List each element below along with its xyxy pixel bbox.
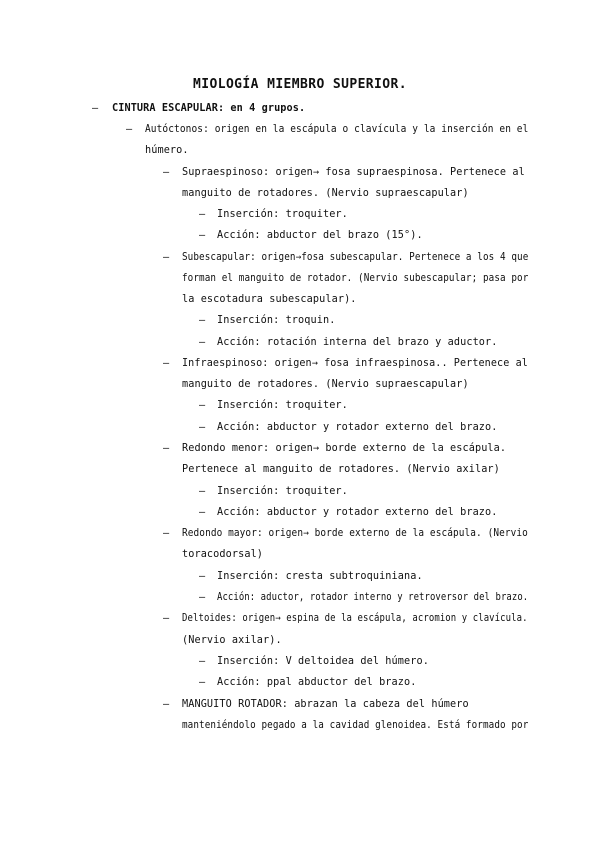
document-title: MIOLOGÍA MIEMBRO SUPERIOR. (193, 77, 407, 92)
bullet-dash: – (163, 358, 170, 369)
text-line: Subescapular: origen→fosa subescapular. Pertenece a los 4 que (182, 252, 529, 263)
text-line: Supraespinoso: origen→ fosa supraespinosa. Pertenece al (182, 167, 525, 178)
text-line: Inserción: troquin. (217, 315, 336, 326)
bullet-dash: – (163, 252, 170, 263)
bullet-dash: – (163, 443, 170, 454)
bullet-dash: – (199, 656, 206, 667)
text-line: Acción: rotación interna del brazo y aductor. (217, 337, 498, 348)
bullet-dash: – (163, 613, 170, 624)
text-line: Inserción: troquiter. (217, 400, 348, 411)
bullet-dash: – (126, 124, 133, 135)
text-line: forman el manguito de rotador. (Nervio subescapular; pasa por (182, 273, 529, 284)
text-line: (Nervio axilar). (182, 635, 282, 646)
text-line: manteniéndolo pegado a la cavidad glenoidea. Está formado por (182, 720, 529, 731)
text-line: Redondo mayor: origen→ borde externo de la escápula. (Nervio (182, 528, 528, 539)
text-line: Inserción: troquiter. (217, 486, 348, 497)
bullet-dash: – (163, 528, 170, 539)
bullet-dash: – (199, 337, 206, 348)
text-line: Acción: abductor del brazo (15°). (217, 230, 423, 241)
bullet-dash: – (199, 507, 206, 518)
text-line: Autóctonos: origen en la escápula o clavícula y la inserción en el (145, 124, 529, 135)
bullet-dash: – (199, 209, 206, 220)
text-line: CINTURA ESCAPULAR: en 4 grupos. (112, 103, 306, 114)
text-line: Acción: abductor y rotador externo del brazo. (217, 422, 498, 433)
text-line: Infraespinoso: origen→ fosa infraespinosa.. Pertenece al (182, 358, 528, 369)
bullet-dash: – (199, 677, 206, 688)
bullet-dash: – (199, 422, 206, 433)
bullet-dash: – (199, 315, 206, 326)
text-line: húmero. (145, 145, 189, 156)
text-line: Acción: ppal abductor del brazo. (217, 677, 417, 688)
text-line: Inserción: V deltoidea del húmero. (217, 656, 429, 667)
bullet-dash: – (163, 699, 170, 710)
text-line: Acción: aductor, rotador interno y retroversor del brazo. (217, 592, 529, 603)
bullet-dash: – (199, 400, 206, 411)
text-line: MANGUITO ROTADOR: abrazan la cabeza del húmero (182, 699, 469, 710)
text-line: Redondo menor: origen→ borde externo de la escápula. (182, 443, 507, 454)
text-line: la escotadura subescapular). (182, 294, 357, 305)
text-line: Deltoides: origen→ espina de la escápula, acromion y clavícula. (182, 613, 528, 624)
bullet-dash: – (199, 486, 206, 497)
text-line: manguito de rotadores. (Nervio supraescapular) (182, 379, 469, 390)
bullet-dash: – (163, 167, 170, 178)
bullet-dash: – (199, 230, 206, 241)
text-line: Inserción: troquiter. (217, 209, 348, 220)
bullet-dash: – (199, 571, 206, 582)
text-line: Inserción: cresta subtroquiniana. (217, 571, 423, 582)
bullet-dash: – (199, 592, 206, 603)
text-line: manguito de rotadores. (Nervio supraescapular) (182, 188, 469, 199)
text-line: toracodorsal) (182, 549, 264, 560)
bullet-dash: – (92, 103, 99, 114)
text-line: Acción: abductor y rotador externo del brazo. (217, 507, 498, 518)
text-line: Pertenece al manguito de rotadores. (Nervio axilar) (182, 464, 500, 475)
